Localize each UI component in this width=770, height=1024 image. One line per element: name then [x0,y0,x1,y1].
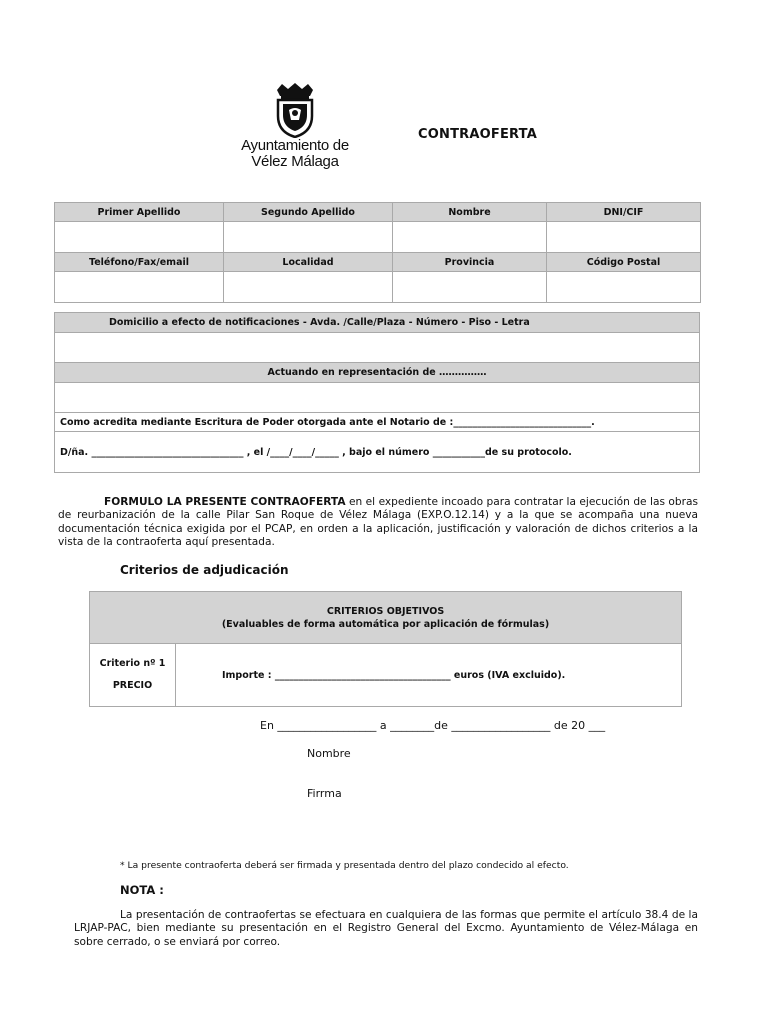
lead-bold-text: FORMULO LA PRESENTE CONTRAOFERTA [104,496,346,508]
page-title: CONTRAOFERTA [418,127,537,142]
coat-of-arms-icon [272,82,318,138]
nota-title: NOTA : [120,883,164,897]
field-domicilio[interactable] [55,333,700,363]
place-date-line[interactable]: En __________________ a ________de __________________ de 20 ___ [260,719,606,732]
criteria-header-line1: CRITERIOS OBJETIVOS [326,605,445,617]
main-paragraph [58,496,698,550]
dona-line[interactable]: D/ña. ________________________________ , el /____/____/_____ , bajo el número ___________de su protocolo. [55,432,700,473]
address-representation-table [54,312,700,473]
criterio-cell [90,644,176,707]
municipal-logo [232,82,358,174]
importe-field[interactable]: Importe : _____________________________________ euros (IVA excluido). [176,644,682,707]
header-codigo-postal: Código Postal [547,253,701,272]
footnote: * La presente contraoferta deberá ser firmada y presentada dentro del plazo condecido al efecto. [120,860,569,871]
field-localidad[interactable] [224,272,393,303]
criterio-name: PRECIO [112,680,153,691]
criteria-header [90,592,682,644]
personal-data-table [54,202,701,303]
header-provincia: Provincia [393,253,547,272]
logo-line-1: Ayuntamiento de [241,137,349,154]
field-telefono[interactable] [55,272,224,303]
field-codigo-postal[interactable] [547,272,701,303]
header-dni-cif: DNI/CIF [547,203,701,222]
nota-paragraph [74,909,698,949]
criterios-title: Criterios de adjudicación [120,563,289,577]
lead-text: en el expediente incoado para contratar la ejecución de las obras de reurbanización de la calle Pilar San Roque de Vélez Málaga (EXP.O.12.14) y a la que se acompaña una nueva documentación técnica exigida por el PCAP, en orden a la aplicación, justificación y valoración de dichos criterios a la vista de la contraoferta aquí presentada. [58,496,698,549]
criterio-label: Criterio nº 1 [99,658,166,669]
header-primer-apellido: Primer Apellido [55,203,224,222]
field-provincia[interactable] [393,272,547,303]
header-domicilio: Domicilio a efecto de notificaciones - Avda. /Calle/Plaza - Número - Piso - Letra [55,313,700,333]
criteria-header-line2: (Evaluables de forma automática por aplicación de fórmulas) [221,618,550,630]
header-localidad: Localidad [224,253,393,272]
escritura-poder-line[interactable]: Como acredita mediante Escritura de Poder otorgada ante el Notario de :_____________________________. [55,413,700,432]
field-primer-apellido[interactable] [55,222,224,253]
field-nombre[interactable] [393,222,547,253]
criteria-table [89,591,682,707]
field-segundo-apellido[interactable] [224,222,393,253]
header-segundo-apellido: Segundo Apellido [224,203,393,222]
nombre-label: Nombre [307,747,351,760]
header-nombre: Nombre [393,203,547,222]
field-dni-cif[interactable] [547,222,701,253]
header-telefono: Teléfono/Fax/email [55,253,224,272]
nota-text: La presentación de contraofertas se efectuara en cualquiera de las formas que permite el artículo 38.4 de la LRJAP-PAC, bien mediante su presentación en el Registro General del Excmo. Ayuntamiento de Vélez-Málaga en sobre cerrado, o se enviará por correo. [74,909,698,948]
header-representacion: Actuando en representación de …………… [55,363,700,383]
firma-label: Firrma [307,787,342,800]
field-representacion[interactable] [55,383,700,413]
logo-line-2: Vélez Málaga [251,153,339,170]
